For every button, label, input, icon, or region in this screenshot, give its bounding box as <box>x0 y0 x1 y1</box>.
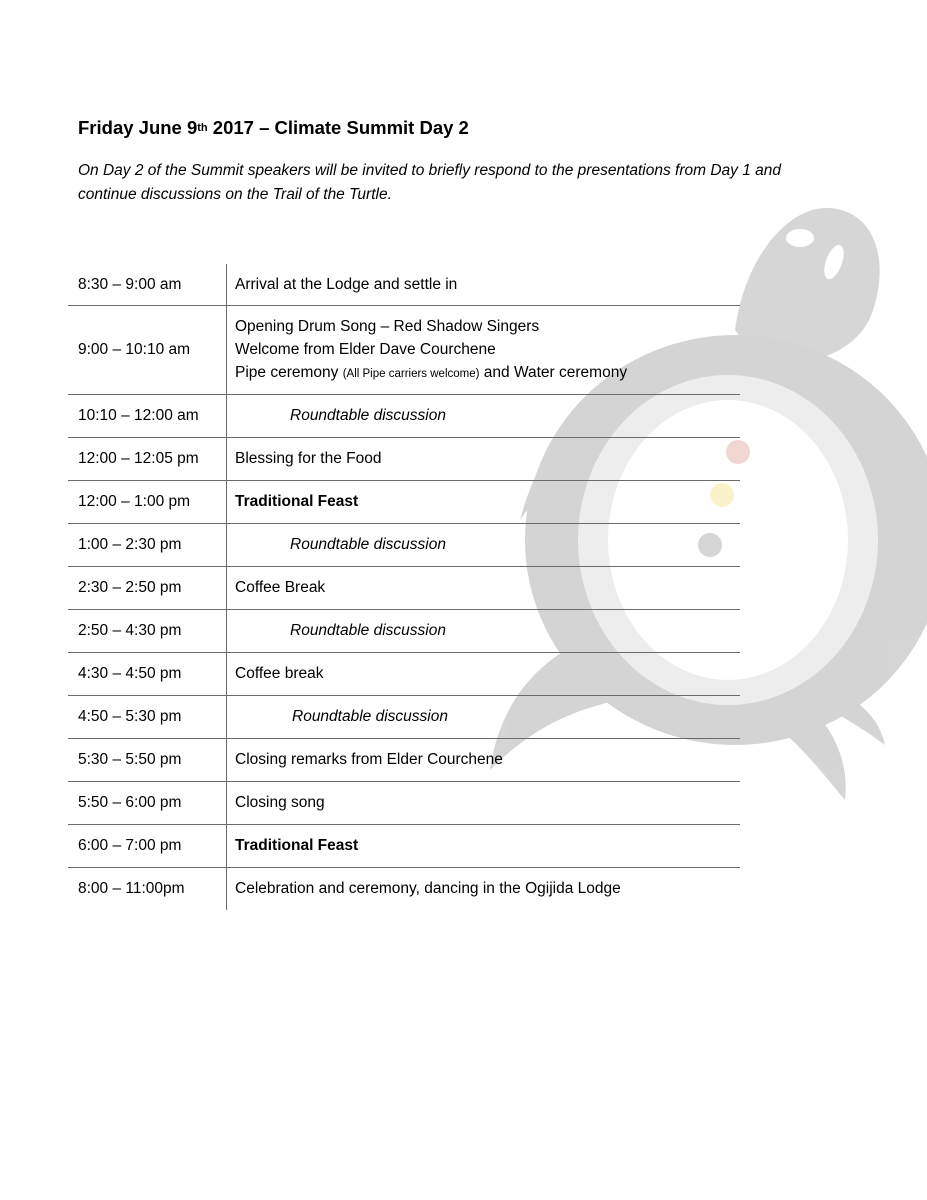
event-cell: Traditional Feast <box>235 837 359 854</box>
turtle-eye-left <box>786 229 814 247</box>
event-cell: Coffee Break <box>235 579 326 596</box>
time-cell: 10:10 – 12:00 am <box>68 395 227 437</box>
time-cell: 4:30 – 4:50 pm <box>68 653 227 695</box>
schedule-row <box>68 653 740 696</box>
schedule-row <box>68 825 740 868</box>
schedule-row <box>68 524 740 567</box>
time-cell: 4:50 – 5:30 pm <box>68 696 227 738</box>
event-cell: Celebration and ceremony, dancing in the Ogijida Lodge <box>235 880 621 897</box>
schedule-row <box>68 567 740 610</box>
time-cell: 8:30 – 9:00 am <box>68 264 227 305</box>
schedule-row <box>68 438 740 481</box>
event-line: Welcome from Elder Dave Courchene <box>235 340 496 358</box>
time-cell: 8:00 – 11:00pm <box>68 868 227 910</box>
event-cell: Arrival at the Lodge and settle in <box>235 275 458 293</box>
schedule-row <box>68 739 740 782</box>
schedule-row <box>68 782 740 825</box>
time-cell: 6:00 – 7:00 pm <box>68 825 227 867</box>
time-cell: 1:00 – 2:30 pm <box>68 524 227 566</box>
time-cell: 2:50 – 4:30 pm <box>68 610 227 652</box>
time-cell: 2:30 – 2:50 pm <box>68 567 227 609</box>
schedule-table <box>68 264 740 910</box>
time-cell: 9:00 – 10:10 am <box>68 306 227 394</box>
event-cell: Blessing for the Food <box>235 450 382 467</box>
time-cell: 5:30 – 5:50 pm <box>68 739 227 781</box>
event-line: Pipe ceremony (All Pipe carriers welcome) and Water ceremony <box>235 363 628 381</box>
intro-text: On Day 2 of the Summit speakers will be invited to briefly respond to the presentations from Day 1 and continue discussions on the Trail of the Turtle. <box>78 162 782 203</box>
event-cell: Roundtable discussion <box>292 708 448 725</box>
event-cell: Closing remarks from Elder Courchene <box>235 751 503 768</box>
schedule-row <box>68 264 740 306</box>
event-cell: Closing song <box>235 794 325 811</box>
event-cell: Roundtable discussion <box>290 407 446 424</box>
page-title: Friday June 9th 2017 – Climate Summit Day 2 <box>78 117 469 138</box>
event-cell: Coffee break <box>235 665 324 682</box>
event-cell: Roundtable discussion <box>290 622 446 639</box>
event-cell: Traditional Feast <box>235 493 359 510</box>
event-cell: Roundtable discussion <box>290 536 446 553</box>
time-cell: 12:00 – 1:00 pm <box>68 481 227 523</box>
time-cell: 5:50 – 6:00 pm <box>68 782 227 824</box>
schedule-row <box>68 610 740 653</box>
event-line: Opening Drum Song – Red Shadow Singers <box>235 317 540 335</box>
schedule-row <box>68 481 740 524</box>
time-cell: 12:00 – 12:05 pm <box>68 438 227 480</box>
event-cell <box>227 306 740 394</box>
schedule-row <box>68 306 740 395</box>
schedule-row <box>68 696 740 739</box>
schedule-row <box>68 868 740 910</box>
schedule-row <box>68 395 740 438</box>
